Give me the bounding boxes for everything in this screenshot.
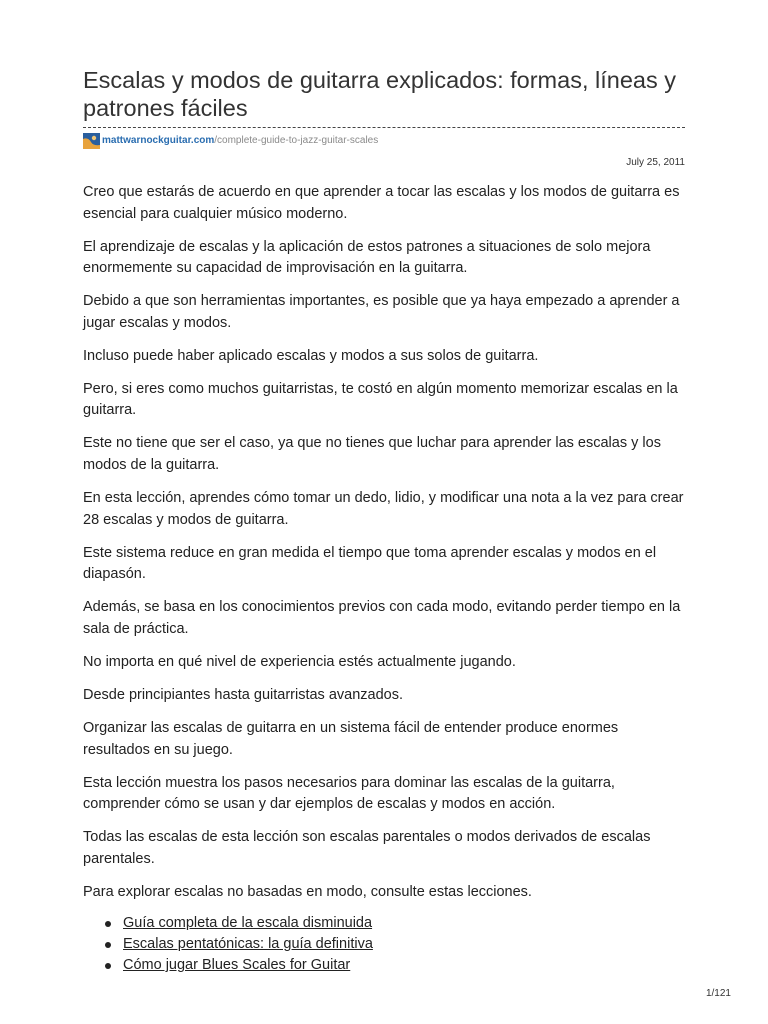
paragraph: Para explorar escalas no basadas en modo, consulte estas lecciones. (83, 883, 532, 900)
paragraph: Creo que estarás de acuerdo en que aprender a tocar las escalas y los modos de guitarra es esencial para cualquier músico moderno. (83, 184, 680, 222)
source-domain-link[interactable]: mattwarnockguitar.com (102, 135, 215, 146)
link-blues-scales[interactable]: Cómo jugar Blues Scales for Guitar (123, 957, 351, 973)
paragraph: Este no tiene que ser el caso, ya que no tienes que luchar para aprender las escalas y los modos de la guitarra. (83, 435, 661, 473)
publish-date: July 25, 2011 (626, 157, 685, 168)
article-body (83, 182, 685, 915)
paragraph: No importa en qué nivel de experiencia estés actualmente jugando. (83, 653, 516, 670)
paragraph: Debido a que son herramientas importantes, es posible que ya haya empezado a aprender a jugar escalas y modos. (83, 293, 680, 331)
document-page (83, 0, 685, 1024)
title-divider (83, 127, 685, 128)
paragraph: Además, se basa en los conocimientos previos con cada modo, evitando perder tiempo en la sala de práctica. (83, 599, 681, 637)
related-lessons-list (83, 913, 685, 976)
source-path-link[interactable]: /complete-guide-to-jazz-guitar-scales (214, 135, 379, 146)
paragraph: Organizar las escalas de guitarra en un sistema fácil de entender produce enormes resultados en su juego. (83, 720, 619, 758)
paragraph: Pero, si eres como muchos guitarristas, te costó en algún momento memorizar escalas en la guitarra. (83, 380, 678, 419)
page-number: 1/121 (705, 988, 731, 999)
source-line (83, 133, 378, 149)
paragraph: Desde principiantes hasta guitarristas avanzados. (83, 686, 403, 703)
bullet-icon (105, 921, 111, 927)
bullet-icon (105, 963, 111, 969)
paragraph: Esta lección muestra los pasos necesarios para dominar las escalas de la guitarra, comprender cómo se usan y dar ejemplos de escalas y modos en acción. (83, 774, 615, 813)
link-pentatonic-scales[interactable]: Escalas pentatónicas: la guía definitiva (123, 936, 373, 952)
paragraph: Este sistema reduce en gran medida el tiempo que toma aprender escalas y modos en el diapasón. (83, 544, 657, 583)
list-item (83, 913, 685, 934)
list-item (83, 955, 685, 976)
paragraph: Incluso puede haber aplicado escalas y modos a sus solos de guitarra. (83, 347, 539, 364)
paragraph: El aprendizaje de escalas y la aplicación de estos patrones a situaciones de solo mejora enormemente su capacidad de improvisación en la guitarra. (83, 238, 651, 277)
site-favicon-icon (83, 133, 100, 149)
bullet-icon (105, 942, 111, 948)
page-title: Escalas y modos de guitarra explicados: formas, líneas y patrones fáciles (83, 67, 676, 121)
list-item (83, 934, 685, 955)
paragraph: En esta lección, aprendes cómo tomar un dedo, lidio, y modificar una nota a la vez para crear 28 escalas y modos de guitarra. (83, 490, 684, 528)
link-diminished-scale[interactable]: Guía completa de la escala disminuida (123, 915, 373, 931)
paragraph: Todas las escalas de esta lección son escalas parentales o modos derivados de escalas parentales. (83, 829, 651, 867)
